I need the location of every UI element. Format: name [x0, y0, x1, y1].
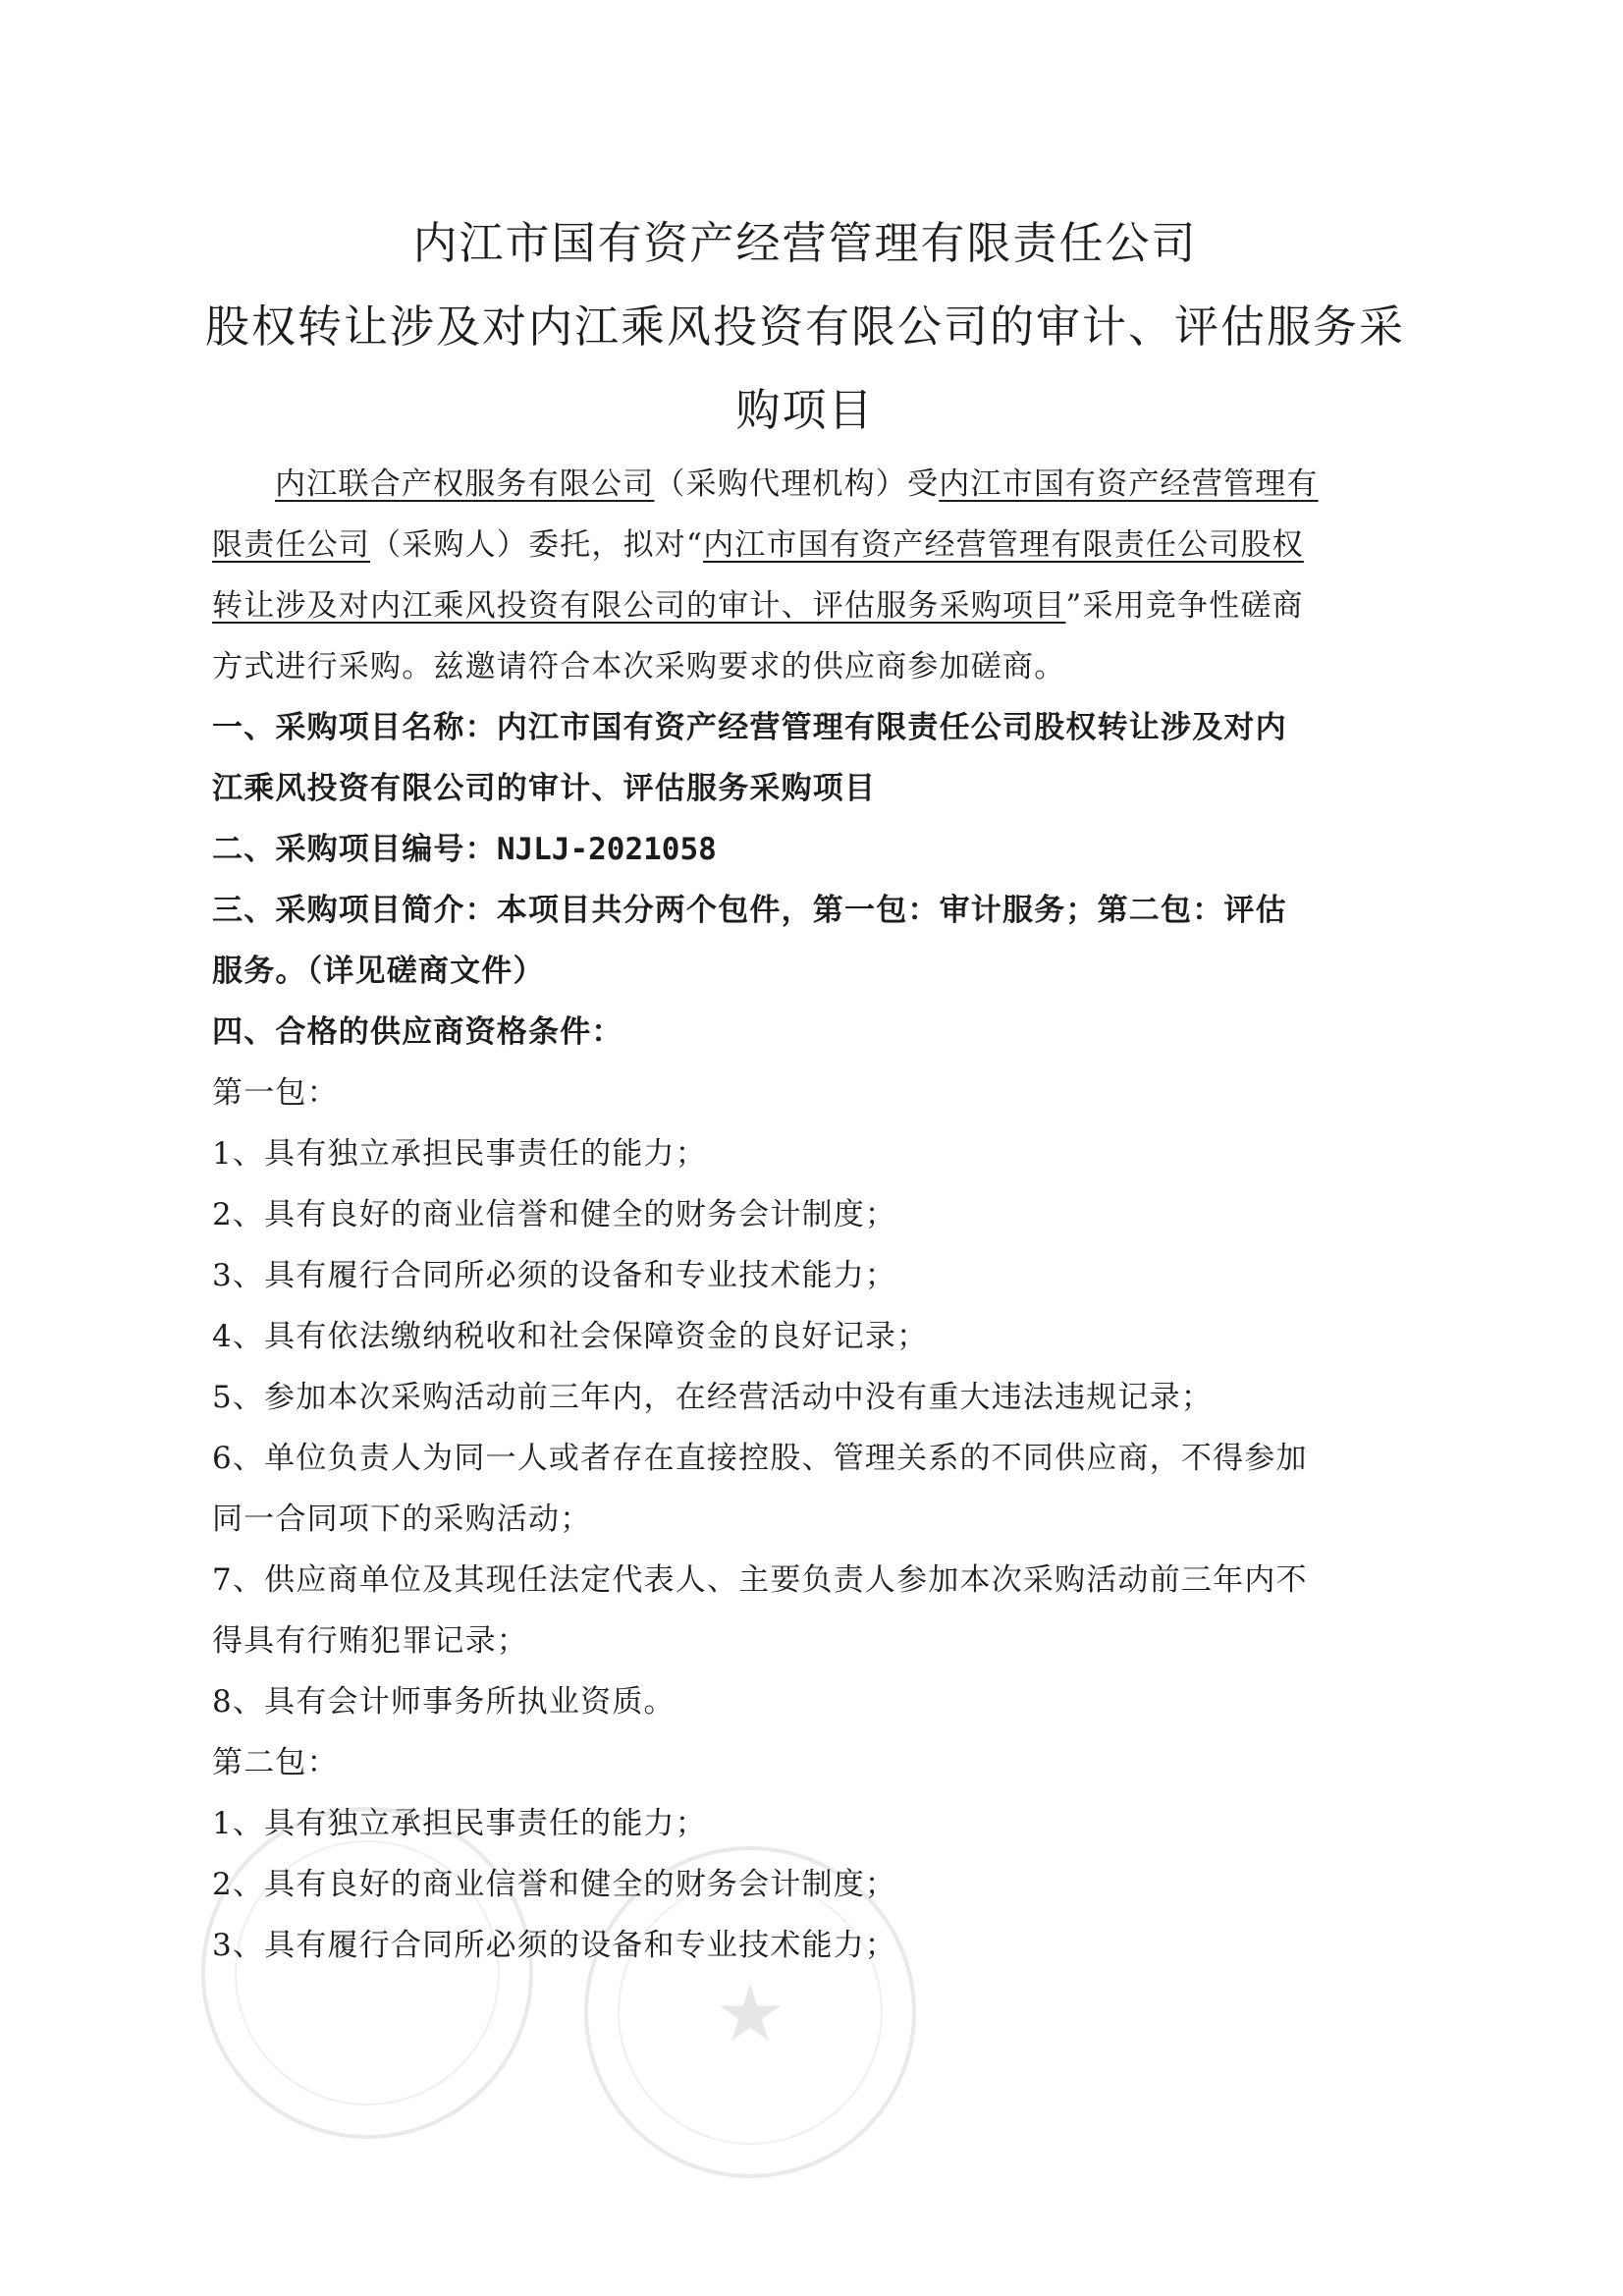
seal-star-icon: ★ — [715, 1968, 785, 2059]
list-item: 3、具有履行合同所必须的设备和专业技术能力； — [212, 1258, 897, 1293]
project-name-part2: 转让涉及对内江乘风投资有限公司的审计、评估服务采购项目 — [212, 588, 1066, 624]
purchaser-name-part1: 内江市国有资产经营管理有 — [939, 466, 1319, 502]
list-item: 2、具有良好的商业信誉和健全的财务会计制度； — [212, 1867, 897, 1902]
section-4: 四、合格的供应商资格条件： — [212, 1014, 623, 1050]
title-line-1: 内江市国有资产经营管理有限责任公司 — [412, 217, 1198, 269]
list-item: 同一合同项下的采购活动； — [212, 1502, 592, 1537]
list-item: 5、参加本次采购活动前三年内，在经营活动中没有重大违法违规记录； — [212, 1380, 1214, 1415]
list-item: 3、具有履行合同所必须的设备和专业技术能力； — [212, 1928, 897, 1963]
section-3-line-1: 三、采购项目简介：本项目共分两个包件，第一包：审计服务；第二包：评估 — [212, 893, 1287, 928]
title-line-3: 购项目 — [735, 384, 875, 436]
title-line-2: 股权转让涉及对内江乘风投资有限公司的审计、评估服务采 — [204, 301, 1405, 353]
package-2-label: 第二包： — [212, 1745, 339, 1780]
section-1-line-1: 一、采购项目名称：内江市国有资产经营管理有限责任公司股权转让涉及对内 — [212, 710, 1287, 745]
intro-line-3 — [212, 575, 1339, 636]
document-title — [196, 201, 1414, 452]
list-item: 得具有行贿犯罪记录； — [212, 1623, 528, 1659]
list-item: 4、具有依法缴纳税收和社会保障资金的良好记录； — [212, 1319, 929, 1354]
package-1-label: 第一包： — [212, 1075, 339, 1111]
agency-name: 内江联合产权服务有限公司 — [275, 466, 655, 502]
list-item: 2、具有良好的商业信誉和健全的财务会计制度； — [212, 1197, 897, 1232]
project-number-label: 二、采购项目编号： — [212, 832, 497, 867]
intro-line-1 — [212, 454, 1339, 515]
section-3-line-2: 服务。（详见磋商文件） — [212, 954, 545, 989]
list-item: 1、具有独立承担民事责任的能力； — [212, 1806, 707, 1841]
intro-line-4: 方式进行采购。兹邀请符合本次采购要求的供应商参加磋商。 — [212, 649, 1066, 684]
project-name-part1: 内江市国有资产经营管理有限责任公司股权 — [703, 527, 1304, 563]
project-number-value: NJLJ-2021058 — [496, 832, 717, 867]
list-item: 6、单位负责人为同一人或者存在直接控股、管理关系的不同供应商，不得参加 — [212, 1441, 1308, 1476]
list-item: 8、具有会计师事务所执业资质。 — [212, 1684, 676, 1720]
section-2 — [212, 819, 1339, 880]
procurement-method: ”采用竞争性磋商 — [1065, 588, 1304, 624]
list-item: 1、具有独立承担民事责任的能力； — [212, 1136, 707, 1172]
intro-line-2 — [212, 515, 1339, 575]
purchaser-role: （采购人）委托，拟对“ — [370, 527, 704, 563]
section-1-line-2: 江乘风投资有限公司的审计、评估服务采购项目 — [212, 771, 877, 806]
agency-role: （采购代理机构）受 — [654, 466, 940, 502]
document-body — [212, 454, 1339, 1976]
list-item: 7、供应商单位及其现任法定代表人、主要负责人参加本次采购活动前三年内不 — [212, 1562, 1308, 1598]
purchaser-name-part2: 限责任公司 — [212, 527, 370, 563]
